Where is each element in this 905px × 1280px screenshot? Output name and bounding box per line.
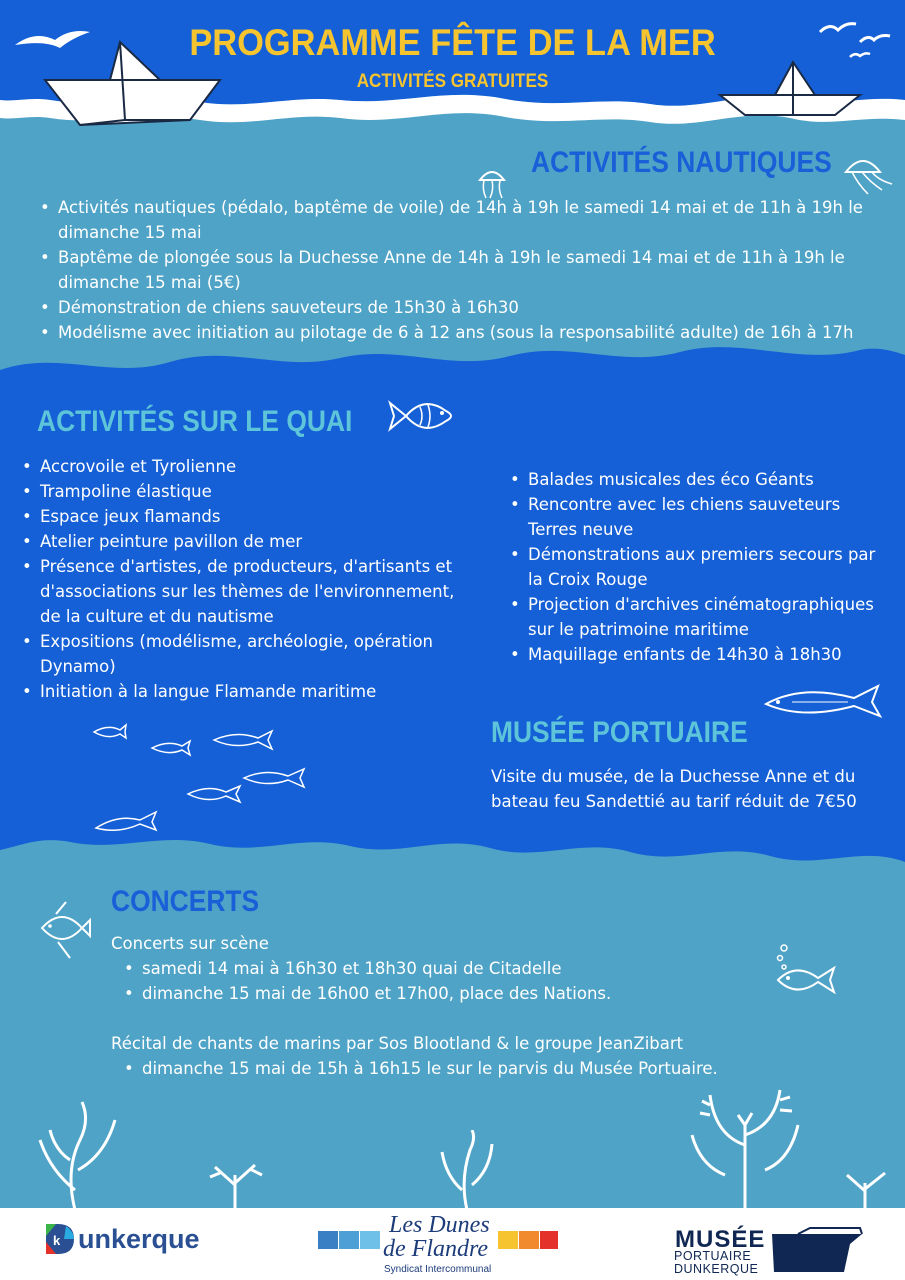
fish-icon	[386, 393, 460, 439]
concerts-list-1	[122, 956, 822, 1006]
seaweed-icon	[20, 1100, 130, 1210]
list-item: • Atelier peinture pavillon de mer	[20, 529, 480, 554]
ship-icon	[770, 1226, 870, 1276]
list-item: • Démonstrations aux premiers secours par la Croix Rouge	[508, 542, 893, 592]
quai-right-list	[508, 467, 893, 667]
concerts-list-2	[122, 1056, 842, 1081]
musee-text: Visite du musée, de la Duchesse Anne et du bateau feu Sandettié au tarif réduit de 7€50	[491, 767, 857, 811]
coral-icon	[835, 1165, 895, 1210]
list-item: • Démonstration de chiens sauveteurs de 15h30 à 16h30	[38, 295, 878, 320]
list-item: • Projection d'archives cinématographiques sur le patrimoine maritime	[508, 592, 893, 642]
list-item: • Initiation à la langue Flamande maritime	[20, 679, 480, 704]
dunkerque-logo-icon	[44, 1222, 76, 1256]
section-heading-nautiques: ACTIVITÉS NAUTIQUES	[531, 146, 832, 179]
list-item: • dimanche 15 mai de 15h à 16h15 le sur le parvis du Musée Portuaire.	[122, 1056, 842, 1081]
dunes-logo-sub: Syndicat Intercommunal	[384, 1264, 492, 1275]
jellyfish-icon	[838, 150, 898, 200]
fish-school-icon	[90, 718, 310, 838]
musee-logo-line1: MUSÉE	[675, 1226, 766, 1253]
dunes-logo-line2: de Flandre	[383, 1236, 489, 1262]
list-item: • Trampoline élastique	[20, 479, 480, 504]
nautiques-list	[38, 195, 878, 345]
list-item: • Espace jeux flamands	[20, 504, 480, 529]
dunkerque-logo-text: unkerque	[78, 1224, 200, 1254]
list-item: • Baptême de plongée sous la Duchesse Anne de 14h à 19h le samedi 14 mai et de 11h à 19h le dimanche 15 mai (5€)	[38, 245, 878, 295]
seaweed-icon	[432, 1130, 502, 1210]
list-item: • Balades musicales des éco Géants	[508, 467, 893, 492]
list-item: • samedi 14 mai à 16h30 et 18h30 quai de Citadelle	[122, 956, 822, 981]
list-item: • Activités nautiques (pédalo, baptême de voile) de 14h à 19h le samedi 14 mai et de 11h à 19h le dimanche 15 mai	[38, 195, 878, 245]
dunes-logo-line1: Les Dunes	[389, 1212, 490, 1238]
list-item: • dimanche 15 mai de 16h00 et 17h00, place des Nations.	[122, 981, 822, 1006]
concerts-intro-2: Récital de chants de marins par Sos Blootland & le groupe JeanZibart	[111, 1034, 684, 1053]
fish-with-bubbles-icon	[770, 942, 840, 1002]
fish-icon	[762, 678, 887, 722]
section-heading-quai: ACTIVITÉS SUR LE QUAI	[37, 405, 353, 438]
page-subtitle: ACTIVITÉS GRATUITES	[356, 71, 549, 92]
list-item: • Maquillage enfants de 14h30 à 18h30	[508, 642, 893, 667]
list-item: • Accrovoile et Tyrolienne	[20, 454, 480, 479]
page-title: PROGRAMME FÊTE DE LA MER	[189, 22, 716, 63]
section-heading-musee: MUSÉE PORTUAIRE	[491, 716, 748, 749]
quai-left-list	[20, 454, 480, 704]
concerts-intro-1: Concerts sur scène	[111, 934, 269, 953]
coral-icon	[680, 1085, 810, 1210]
musee-logo-line2: PORTUAIRE	[674, 1249, 752, 1263]
musee-logo-line3: DUNKERQUE	[674, 1262, 759, 1276]
section-heading-concerts: CONCERTS	[111, 885, 260, 918]
list-item: • Modélisme avec initiation au pilotage de 6 à 12 ans (sous la responsabilité adulte) de 16h à 17h	[38, 320, 878, 345]
list-item: • Expositions (modélisme, archéologie, opération Dynamo)	[20, 629, 480, 679]
svg-text:k: k	[53, 1233, 61, 1248]
coral-icon	[200, 1155, 270, 1210]
list-item: • Rencontre avec les chiens sauveteurs Terres neuve	[508, 492, 893, 542]
list-item: • Présence d'artistes, de producteurs, d'artisants et d'associations sur les thèmes de l'environnement, de la culture et du nautisme	[20, 554, 480, 629]
angelfish-icon	[36, 900, 92, 960]
